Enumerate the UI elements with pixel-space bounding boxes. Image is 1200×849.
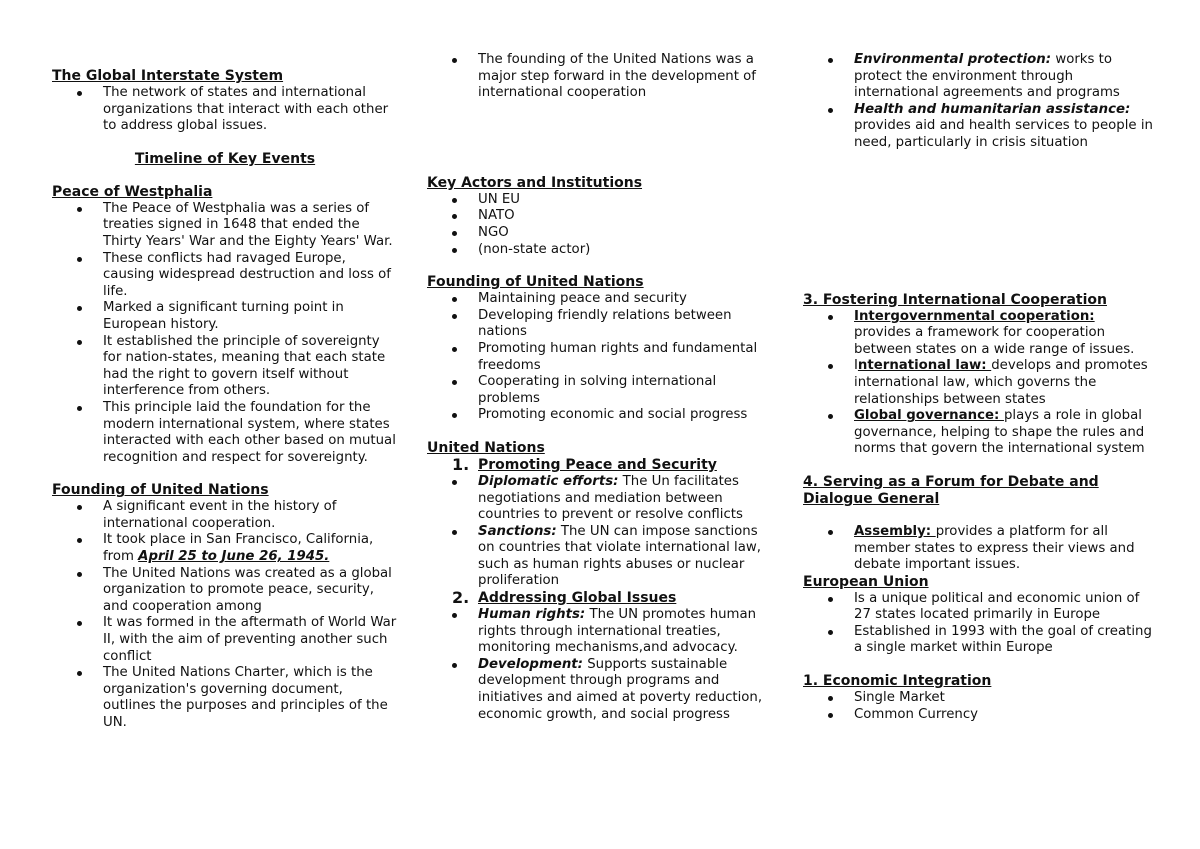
list-item: The United Nations was created as a global organization to promote peace, security, and cooperation among — [52, 566, 398, 616]
item-label: Global governance: — [854, 408, 1004, 424]
column-3 — [803, 52, 1153, 723]
heading-founding-un: Founding of United Nations — [52, 482, 269, 499]
westphalia-list — [52, 201, 398, 467]
list-item — [803, 524, 1153, 574]
numbered-heading — [427, 590, 777, 607]
list-item — [427, 474, 777, 524]
heading-forum-debate: 4. Serving as a Forum for Debate and Dialogue General — [803, 473, 1099, 507]
heading-european-union: European Union — [803, 573, 929, 590]
item-label: Health and humanitarian assistance: — [854, 101, 1131, 117]
list-item — [427, 607, 777, 657]
item-label: Environmental protection: — [854, 52, 1052, 67]
section-number: 2. — [452, 588, 470, 608]
list-item — [803, 102, 1153, 152]
top-list — [427, 52, 777, 102]
top-list — [803, 52, 1153, 152]
item-text: The UN promotes human rights through international treaties, monitoring mechanisms,and advocacy. — [478, 607, 757, 656]
list-item — [427, 657, 777, 723]
list-item-text: It took place in San Francisco, California, from — [103, 532, 374, 565]
list-item — [803, 408, 1153, 458]
un-section-2-list — [427, 607, 777, 723]
list-item: These conflicts had ravaged Europe, causing widespread destruction and loss of life. — [52, 251, 398, 301]
list-item: Promoting economic and social progress — [427, 407, 777, 424]
numbered-heading — [427, 454, 777, 474]
list-item: It was formed in the aftermath of World War II, with the aim of preventing another such conflict — [52, 615, 398, 665]
list-item: It established the principle of sovereignty for nation-states, meaning that each state had the right to govern itself without interference from others. — [52, 334, 398, 400]
list-item — [803, 52, 1153, 102]
founding-list — [52, 499, 398, 731]
actors-list — [427, 192, 777, 258]
list-item: Single Market — [803, 690, 1153, 707]
column-1 — [52, 68, 398, 732]
list-item: Is a unique political and economic union of 27 states located primarily in Europe — [803, 591, 1153, 624]
heading-founding-un-goals: Founding of United Nations — [427, 274, 644, 291]
un-section-1-list — [427, 474, 777, 590]
item-text: plays a role in global governance, helping to shape the rules and norms that govern the international system — [854, 408, 1145, 457]
eu-list — [803, 591, 1153, 657]
item-text: provides a framework for cooperation between states on a wide range of issues. — [854, 325, 1135, 357]
list-item: The founding of the United Nations was a major step forward in the development of international cooperation — [427, 52, 777, 102]
item-text: The UN can impose sanctions on countries that violate international law, such as human rights abuses or nuclear proliferation — [478, 523, 762, 589]
forum-list — [803, 524, 1153, 574]
list-item: NATO — [427, 208, 777, 225]
list-item — [427, 524, 777, 590]
list-item: Maintaining peace and security — [427, 291, 777, 308]
list-item: (non-state actor) — [427, 242, 777, 259]
list-item: Promoting human rights and fundamental freedoms — [427, 341, 777, 374]
item-text: develops and promotes international law, which governs the relationships between states — [854, 358, 1148, 407]
list-item: This principle laid the foundation for the modern international system, where states interacted with each other based on mutual recognition and respect for sovereignty. — [52, 400, 398, 466]
item-label: Assembly: — [854, 523, 936, 539]
un-section-1 — [427, 454, 777, 474]
list-item: The network of states and international organizations that interact with each other to address global issues. — [52, 85, 398, 135]
list-item: Marked a significant turning point in European history. — [52, 300, 398, 333]
item-text: The Un facilitates negotiations and mediation between countries to prevent or resolve conflicts — [478, 473, 743, 523]
section-number: 1. — [452, 454, 470, 474]
item-label: Development: — [478, 656, 583, 672]
heading-united-nations: United Nations — [427, 439, 545, 456]
founding-goals-list — [427, 291, 777, 424]
heading-timeline: Timeline of Key Events — [134, 150, 316, 167]
list-item — [803, 358, 1153, 408]
list-item: NGO — [427, 225, 777, 242]
list-item: Developing friendly relations between nations — [427, 308, 777, 341]
item-label: Intergovernmental cooperation: — [854, 308, 1095, 324]
cooperation-list — [803, 309, 1153, 458]
list-item: The Peace of Westphalia was a series of treaties signed in 1648 that ended the Thirty Years' War and the Eighty Years' War. — [52, 201, 398, 251]
item-label: nternational law: — [857, 358, 992, 374]
un-section-2 — [427, 590, 777, 607]
list-item: A significant event in the history of international cooperation. — [52, 499, 398, 532]
item-label: Diplomatic efforts: — [478, 473, 619, 489]
list-item: The United Nations Charter, which is the organization's governing document, outlines the purposes and principles of the UN. — [52, 665, 398, 731]
heading-key-actors: Key Actors and Institutions — [427, 174, 643, 191]
column-2 — [427, 52, 777, 723]
heading-economic-integration: 1. Economic Integration — [803, 673, 992, 690]
item-label: Sanctions: — [478, 523, 557, 539]
list-item — [52, 532, 398, 565]
list-item: UN EU — [427, 192, 777, 209]
list-item — [803, 309, 1153, 359]
section-title: Addressing Global Issues — [478, 590, 677, 607]
list-item: Common Currency — [803, 707, 1153, 724]
heading-fostering-cooperation: 3. Fostering International Cooperation — [803, 291, 1107, 308]
heading-global-interstate-system: The Global Interstate System — [52, 68, 284, 84]
heading-peace-of-westphalia: Peace of Westphalia — [52, 183, 213, 200]
econ-list — [803, 690, 1153, 723]
item-label: Human rights: — [478, 607, 586, 623]
founding-dates: April 25 to June 26, 1945. — [138, 549, 330, 565]
item-prefix: I — [854, 358, 858, 374]
item-text: provides a platform for all member states to express their views and debate important issues. — [854, 523, 1135, 573]
item-text: works to protect the environment through international agreements and programs — [854, 52, 1120, 101]
section-title: Promoting Peace and Security — [478, 456, 717, 473]
item-text: Supports sustainable development through programs and initiatives and aimed at poverty reduction, economic growth, and social progress — [478, 656, 763, 722]
list-item: Established in 1993 with the goal of creating a single market within Europe — [803, 624, 1153, 657]
item-text: provides aid and health services to people in need, particularly in crisis situation — [854, 118, 1153, 150]
list-item: Cooperating in solving international problems — [427, 374, 777, 407]
intro-list — [52, 85, 398, 135]
